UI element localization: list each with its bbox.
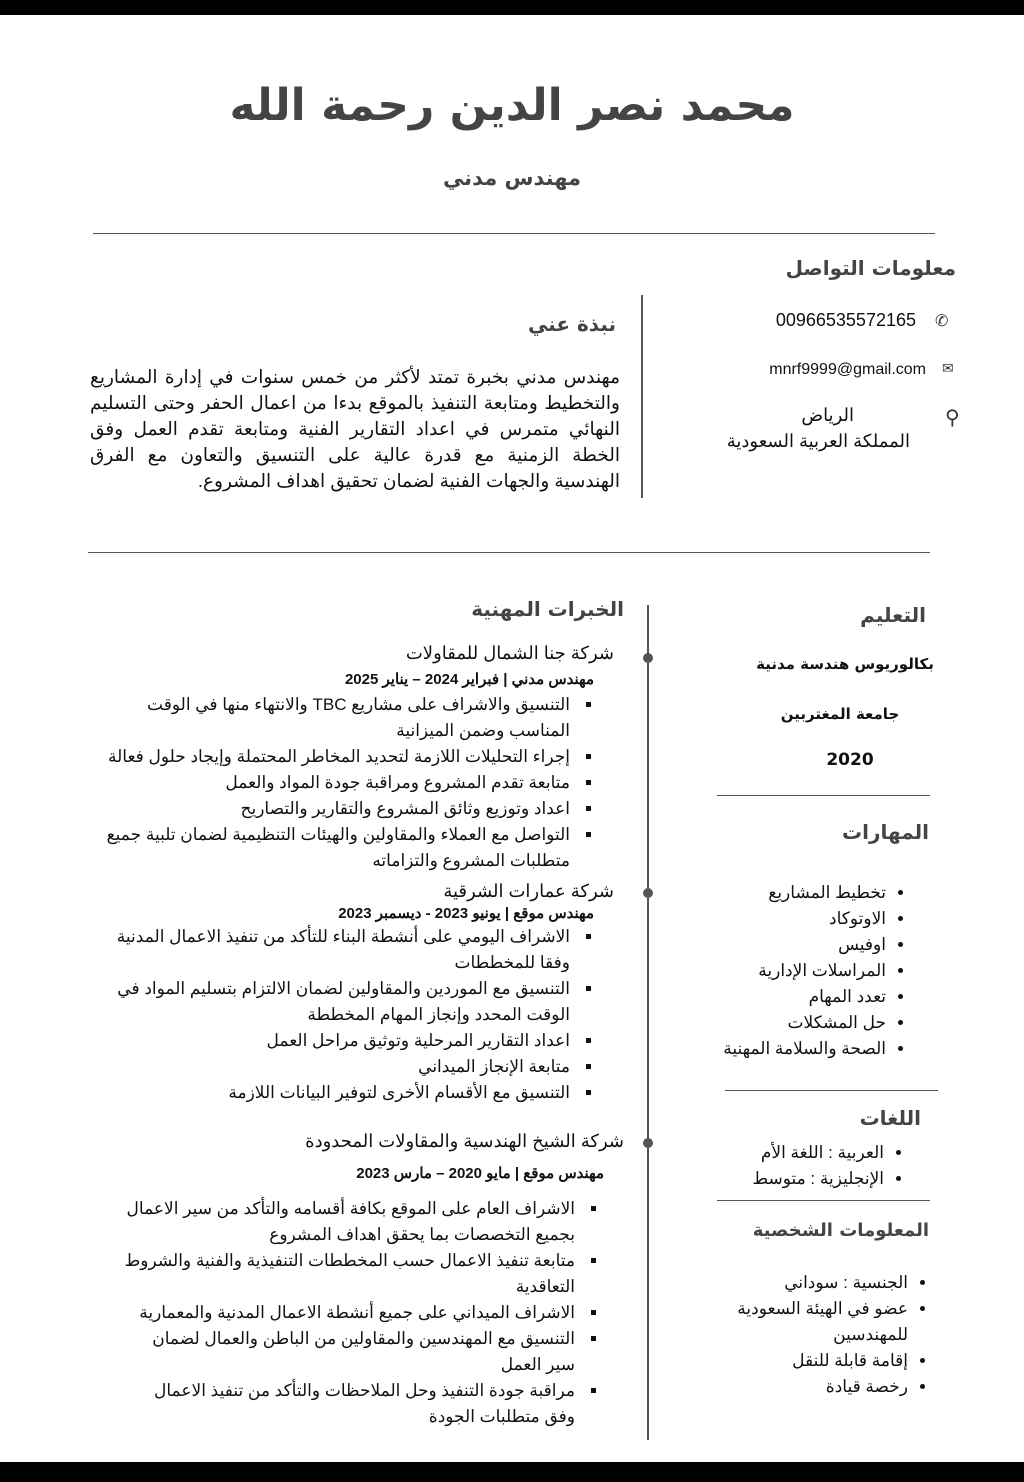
list-item: ▪ اعداد وتوزيع وثائق المشروع والتقارير والتصاريح	[104, 796, 574, 822]
list-item: ▪ متابعة تقدم المشروع ومراقبة جودة المواد والعمل	[104, 770, 574, 796]
timeline-dot	[643, 653, 653, 663]
skill-item: • المراسلات الإدارية	[723, 958, 886, 984]
skill-item: • اوفيس	[723, 932, 886, 958]
company-name: شركة جنا الشمال للمقاولات	[405, 643, 614, 663]
divider	[717, 1200, 930, 1201]
country: المملكة العربية السعودية	[726, 431, 910, 451]
personal-info-list	[736, 1270, 936, 1400]
list-item: ▪ اعداد التقارير المرحلية وتوثيق مراحل العمل	[84, 1028, 574, 1054]
divider	[725, 1090, 938, 1091]
skills-list	[723, 880, 914, 1062]
personal-item: • رخصة قيادة	[736, 1374, 908, 1400]
phone-icon: ✆	[935, 311, 949, 330]
email-address[interactable]: mnrf9999@gmail.com	[769, 361, 926, 378]
skill-item: • تعدد المهام	[723, 984, 886, 1010]
phone-number[interactable]: 00966535572165	[775, 310, 916, 330]
personal-item: • إقامة قابلة للنقل	[736, 1348, 908, 1374]
skill-item: • الاوتوكاد	[723, 906, 886, 932]
job-entry	[84, 881, 614, 1106]
skill-item: • تخطيط المشاريع	[723, 880, 886, 906]
full-name: محمد نصر الدين رحمة الله	[229, 80, 795, 131]
list-item: ▪ التنسيق مع المهندسين والمقاولين من الباطن والعمال لضمان سير العمل	[124, 1326, 579, 1378]
envelope-icon: ✉	[942, 361, 954, 377]
company-name: شركة الشيخ الهندسية والمقاولات المحدودة	[305, 1131, 624, 1151]
languages-list	[752, 1140, 912, 1192]
graduation-year: 2020	[826, 750, 874, 770]
list-item: ▪ مراقبة جودة التنفيذ وحل الملاحظات والتأكد من تنفيذ الاعمال وفق متطلبات الجودة	[124, 1378, 579, 1430]
timeline-dot	[643, 1138, 653, 1148]
divider	[88, 552, 930, 553]
personal-item: • الجنسية : سوداني	[736, 1270, 908, 1296]
job-role-dates: مهندس موقع | مايو 2020 – مارس 2023	[356, 1165, 604, 1182]
experience-heading: الخبرات المهنية	[471, 597, 624, 621]
timeline-dot	[643, 888, 653, 898]
job-title: مهندس مدني	[442, 166, 582, 190]
list-item: ▪ التواصل مع العملاء والمقاولين والهيئات التنظيمية لضمان تلبية جميع متطلبات المشروع والتزاماته	[104, 822, 574, 874]
location-pin-icon: ⚲	[945, 405, 960, 429]
degree: بكالوريوس هندسة مدنية	[756, 655, 934, 673]
contact-heading: معلومات التواصل	[785, 256, 956, 280]
job-entry	[104, 643, 614, 874]
divider	[717, 795, 930, 796]
divider	[641, 295, 643, 498]
skill-item: • الصحة والسلامة المهنية	[723, 1036, 886, 1062]
about-text: مهندس مدني بخبرة تمتد لأكثر من خمس سنوات في إدارة المشاريع والتخطيط ومتابعة التنفيذ بالموقع بدءا من اعمال الحفر وحتى التسليم النهائي متمرس في اعداد التقارير الفنية ومتابعة تقدم العمل وفق الخطة الزمنية مع قدرة عالية على التنسيق والتعاون مع الفرق الهندسية والجهات الفنية لضمان تحقيق اهداف المشروع.	[90, 366, 620, 491]
personal-info-heading: المعلومات الشخصية	[752, 1220, 929, 1241]
top-bar	[0, 0, 1024, 15]
education-heading: التعليم	[860, 603, 926, 627]
language-item: • العربية : اللغة الأم	[752, 1140, 884, 1166]
list-item: ▪ التنسيق والاشراف على مشاريع TBC والانتهاء منها في الوقت المناسب وضمن الميزانية	[104, 692, 574, 744]
list-item: ▪ إجراء التحليلات اللازمة لتحديد المخاطر المحتملة وإيجاد حلول فعالة	[104, 744, 574, 770]
skills-heading: المهارات	[842, 820, 929, 844]
divider	[93, 233, 935, 234]
company-name: شركة عمارات الشرقية	[443, 881, 614, 901]
skill-item: • حل المشكلات	[723, 1010, 886, 1036]
list-item: ▪ الاشراف اليومي على أنشطة البناء للتأكد من تنفيذ الاعمال المدنية وفقا للمخططات	[84, 924, 574, 976]
university: جامعة المغتربين	[780, 705, 900, 723]
list-item: ▪ التنسيق مع الأقسام الأخرى لتوفير البيانات اللازمة	[84, 1080, 574, 1106]
about-heading: نبذة عني	[527, 312, 616, 336]
list-item: ▪ متابعة الإنجاز الميداني	[84, 1054, 574, 1080]
list-item: ▪ الاشراف العام على الموقع بكافة أقسامه والتأكد من سير الاعمال بجميع التخصصات بما يحقق اهداف المشروع	[124, 1196, 579, 1248]
job-role-dates: مهندس مدني | فبراير 2024 – يناير 2025	[344, 671, 594, 688]
job-entry	[124, 1131, 624, 1430]
city: الرياض	[801, 405, 854, 425]
list-item: ▪ متابعة تنفيذ الاعمال حسب المخططات التنفيذية والفنية والشروط التعاقدية	[124, 1248, 579, 1300]
job-role-dates: مهندس موقع | يونيو 2023 - ديسمبر 2023	[338, 905, 594, 922]
list-item: ▪ الاشراف الميداني على جميع أنشطة الاعمال المدنية والمعمارية	[124, 1300, 579, 1326]
languages-heading: اللغات	[859, 1106, 921, 1130]
bottom-bar	[0, 1462, 1024, 1482]
language-item: • الإنجليزية : متوسط	[752, 1166, 884, 1192]
personal-item: • عضو في الهيئة السعودية للمهندسين	[736, 1296, 908, 1348]
list-item: ▪ التنسيق مع الموردين والمقاولين لضمان الالتزام بتسليم المواد في الوقت المحدد وإنجاز المهام المخططة	[84, 976, 574, 1028]
timeline-line	[647, 605, 649, 1440]
